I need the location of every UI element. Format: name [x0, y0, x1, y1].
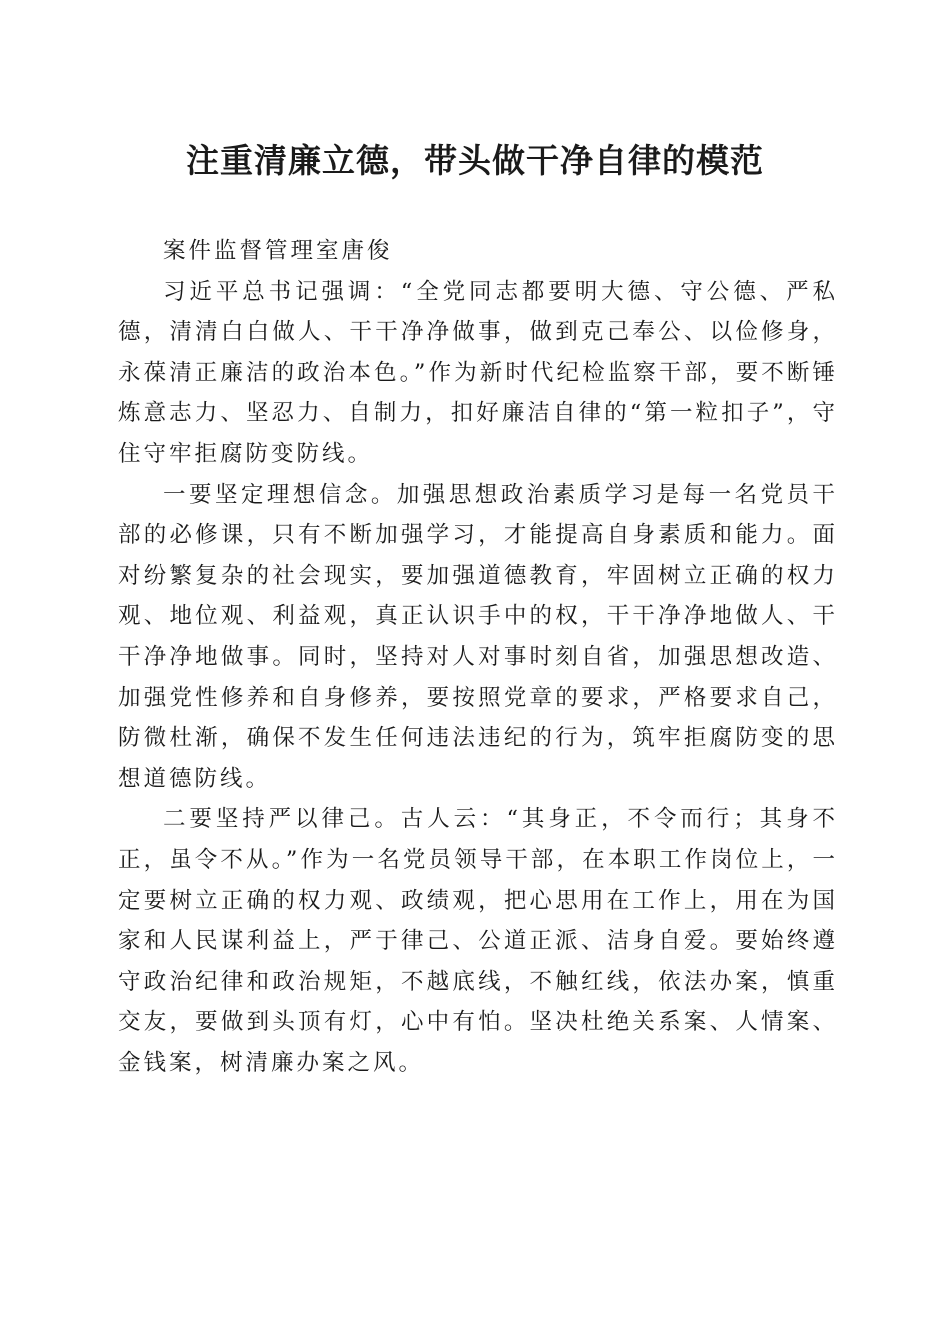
- paragraph-intro: 习近平总书记强调：“全党同志都要明大德、守公德、严私德，清清白白做人、干干净净做事，做到克己奉公、以俭修身，永葆清正廉洁的政治本色。”作为新时代纪检监察干部，要不断锤炼意志力、坚忍力、自制力，扣好廉洁自律的“第一粒扣子”，守住守牢拒腐防变防线。: [118, 278, 838, 467]
- paragraph-ideals: 一要坚定理想信念。加强思想政治素质学习是每一名党员干部的必修课，只有不断加强学习，才能提高自身素质和能力。面对纷繁复杂的社会现实，要加强道德教育，牢固树立正确的权力观、地位观、利益观，真正认识手中的权，干干净净地做人、干干净净地做事。同时，坚持对人对事时刻自省，加强思想改造、加强党性修养和自身修养，要按照党章的要求，严格要求自己，防微杜渐，确保不发生任何违法违纪的行为，筑牢拒腐防变的思想道德防线。: [118, 481, 838, 792]
- author-line: 案件监督管理室唐俊: [163, 238, 393, 264]
- document-body: [118, 231, 838, 1083]
- document-title: 注重清廉立德，带头做干净自律的模范: [186, 141, 764, 180]
- paragraph-self-discipline: 二要坚持严以律己。古人云：“其身正，不令而行；其身不正，虽令不从。”作为一名党员领导干部，在本职工作岗位上，一定要树立正确的权力观、政绩观，把心思用在工作上，用在为国家和人民谋利益上，严于律己、公道正派、洁身自爱。要始终遵守政治纪律和政治规矩，不越底线，不触红线，依法办案，慎重交友，要做到头顶有灯，心中有怕。坚决杜绝关系案、人情案、金钱案，树清廉办案之风。: [118, 806, 838, 1076]
